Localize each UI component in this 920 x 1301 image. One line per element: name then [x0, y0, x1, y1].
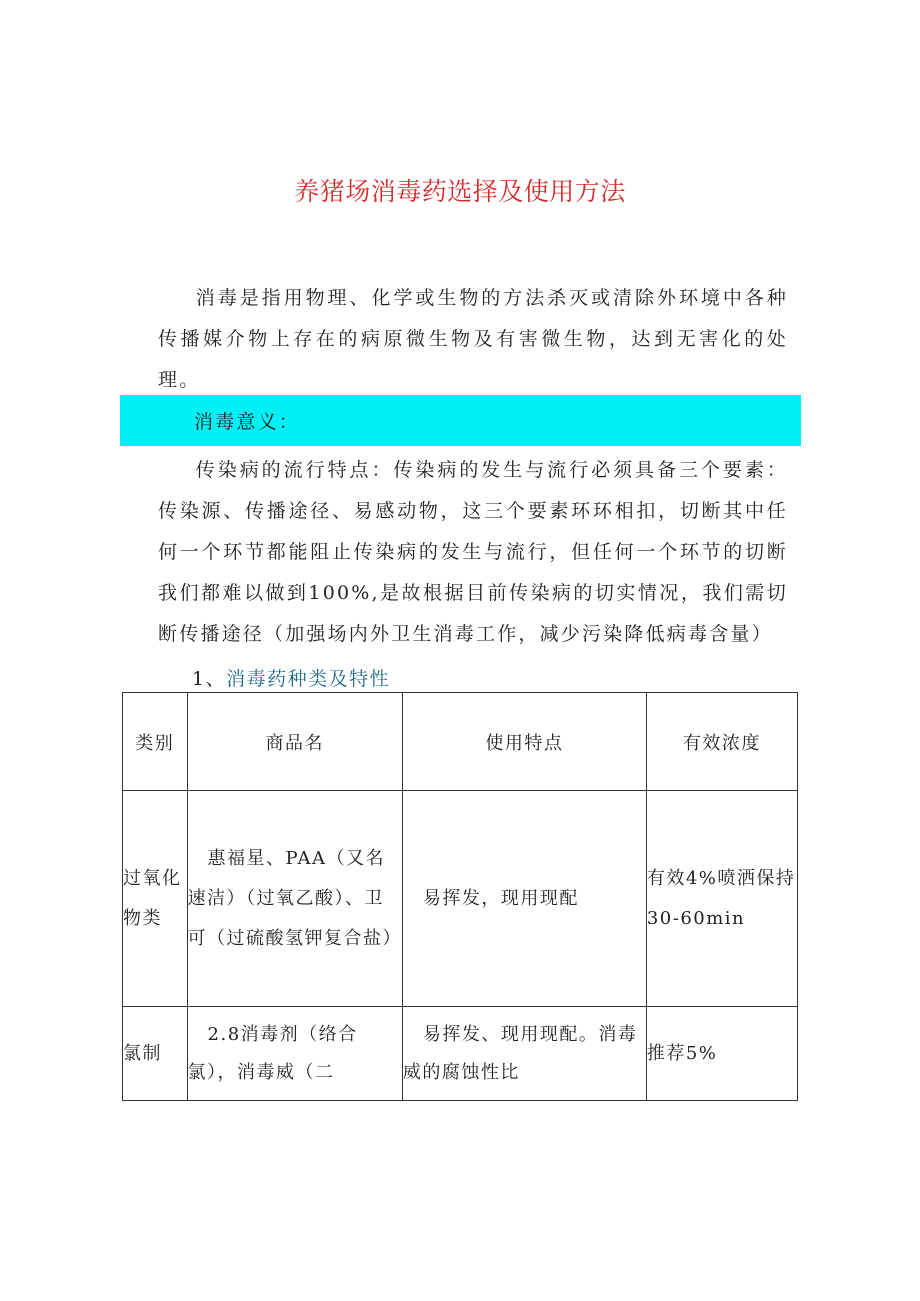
section-number: 1、: [192, 668, 227, 690]
table-row: [123, 791, 798, 1007]
spread-text: 传染病的流行特点：传染病的发生与流行必须具备三个要素：传染源、传播途径、易感动物，这三个要素环环相扣，切断其中任何一个环节都能阻止传染病的发生与流行，但任何一个环节的切断我们都难以做到100%,是故根据目前传染病的切实情况，我们需切断传播途径（加强场内外卫生消毒工作，减少污染降低病毒含量）: [158, 459, 788, 645]
header-features: 使用特点: [402, 693, 646, 791]
cell-features: 易挥发、现用现配。消毒威的腐蚀性比: [402, 1007, 646, 1101]
cell-category: 氯制: [123, 1007, 188, 1101]
cell-products: 2.8消毒剂（络合氯），消毒威（二: [187, 1007, 402, 1101]
header-concentration: 有效浓度: [646, 693, 797, 791]
section-label: 消毒药种类及特性: [226, 668, 391, 690]
highlight-band: [120, 395, 801, 446]
cell-category: 过氧化物类: [123, 791, 188, 1007]
cell-concentration: 推荐5%: [646, 1007, 797, 1101]
cell-features: 易挥发，现用现配: [402, 791, 646, 1007]
page-title: 养猪场消毒药选择及使用方法: [294, 177, 626, 206]
table-row: [123, 1007, 798, 1101]
cell-concentration: 有效4%喷洒保持30-60min: [646, 791, 797, 1007]
spread-paragraph: [158, 450, 788, 655]
header-product: 商品名: [187, 693, 402, 791]
header-category: 类别: [123, 693, 188, 791]
highlight-heading: 消毒意义：: [194, 411, 301, 433]
disinfectant-table: [122, 692, 798, 1101]
intro-text: 消毒是指用物理、化学或生物的方法杀灭或清除外环境中各种传播媒介物上存在的病原微生物及有害微生物，达到无害化的处理。: [158, 287, 788, 391]
section-heading: [192, 664, 390, 691]
cell-products: 惠福星、PAA（又名速洁）（过氧乙酸）、卫可（过硫酸氢钾复合盐）: [187, 791, 402, 1007]
table-header-row: [123, 693, 798, 791]
intro-paragraph: [158, 278, 788, 401]
